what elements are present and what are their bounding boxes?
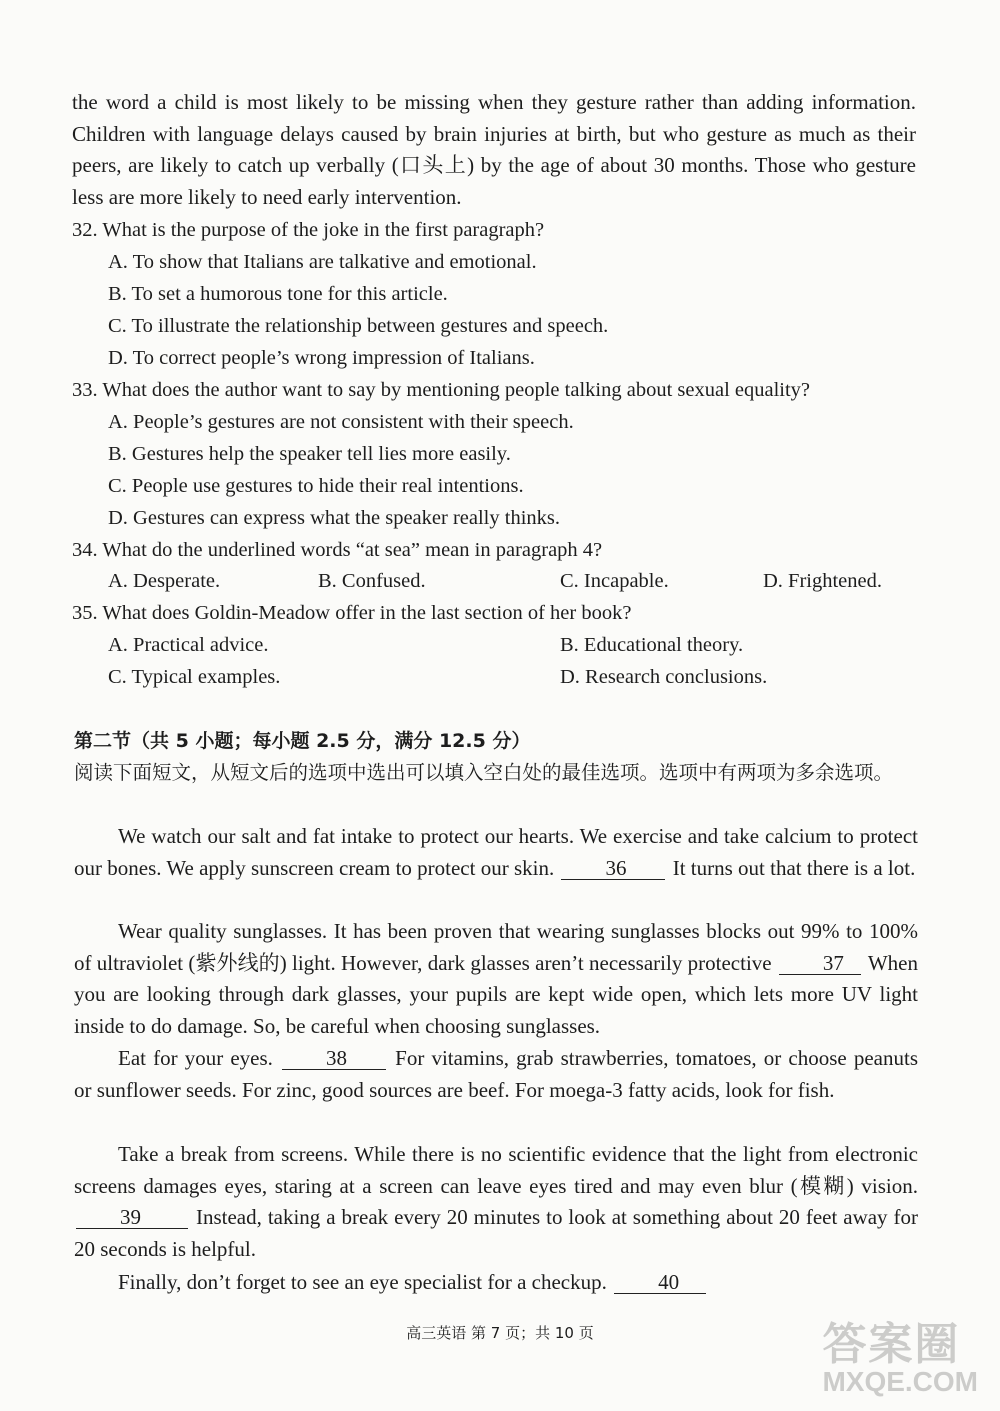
question-34-option-d: D. Frightened. xyxy=(763,570,882,592)
question-34-option-b: B. Confused. xyxy=(318,570,426,592)
passage-ending-paragraph: the word a child is most likely to be missing when they gesture rather than adding information. Children with language delays caused by brain injuries at birth, but who gesture as much as their peers, are likely to catch up verbally (口头上) by the age of about 30 months. Those who gesture less are more likely to need early intervention. xyxy=(72,90,916,209)
cloze-paragraph-2 xyxy=(74,916,918,1042)
page-footer: 高三英语 第 7 页；共 10 页 xyxy=(406,1324,594,1342)
question-32-option-b: B. To set a humorous tone for this article. xyxy=(108,283,448,305)
cloze-p2-text-b: When you are looking through dark glasses, your pupils are kept wide open, which lets more UV light inside to do damage. So, be careful when choosing sunglasses. xyxy=(74,950,919,1038)
blank-36[interactable]: 36 xyxy=(561,857,665,880)
question-35-option-d: D. Research conclusions. xyxy=(560,666,768,688)
question-33-option-a: A. People’s gestures are not consistent with their speech. xyxy=(108,411,574,433)
cloze-paragraph-3 xyxy=(74,1043,918,1106)
blank-39[interactable]: 39 xyxy=(76,1206,188,1229)
cloze-p4-text-b: Instead, taking a break every 20 minutes to look at something about 20 feet away for 20 seconds is helpful. xyxy=(74,1205,919,1261)
question-34-option-a: A. Desperate. xyxy=(108,570,221,592)
question-34-option-c: C. Incapable. xyxy=(560,570,669,592)
cloze-p4-text-a: Take a break from screens. While there is no scientific evidence that the light from electronic screens damages eyes, staring at a screen can leave eyes tired and may even blur (模糊) vision. xyxy=(74,1142,918,1198)
blank-38[interactable]: 38 xyxy=(282,1047,386,1070)
question-33-option-b: B. Gestures help the speaker tell lies more easily. xyxy=(108,443,511,465)
question-33-option-d: D. Gestures can express what the speaker really thinks. xyxy=(108,507,560,529)
cloze-paragraph-4 xyxy=(74,1139,918,1265)
section-2-instructions: 阅读下面短文，从短文后的选项中选出可以填入空白处的最佳选项。选项中有两项为多余选项。 xyxy=(74,761,894,784)
section-2-heading: 第二节（共 5 小题；每小题 2.5 分，满分 12.5 分） xyxy=(74,730,531,752)
question-33-option-c: C. People use gestures to hide their real intentions. xyxy=(108,475,524,497)
cloze-p1-text-a: We watch our salt and fat intake to protect our hearts. We exercise and take calcium to protect our bones. We apply sunscreen cream to protect our skin. xyxy=(74,824,918,880)
question-33-stem: 33. What does the author want to say by mentioning people talking about sexual equality? xyxy=(72,379,811,401)
question-32-option-c: C. To illustrate the relationship between gestures and speech. xyxy=(108,315,609,337)
question-35-option-a: A. Practical advice. xyxy=(108,634,269,656)
question-35-option-b: B. Educational theory. xyxy=(560,634,744,656)
cloze-p2-text-a: Wear quality sunglasses. It has been proven that wearing sunglasses blocks out 99% to 100% of ultraviolet (紫外线的) light. However, dark glasses aren’t necessarily protective xyxy=(74,919,918,975)
cloze-p3-text-a: Eat for your eyes. xyxy=(118,1046,273,1070)
watermark-text-top: 答案圈 xyxy=(822,1319,961,1370)
question-32-option-d: D. To correct people’s wrong impression of Italians. xyxy=(108,347,535,369)
watermark-logo xyxy=(822,1308,978,1398)
blank-37[interactable]: 37 xyxy=(779,952,861,975)
cloze-paragraph-1 xyxy=(74,821,918,884)
cloze-p5-text-a: Finally, don’t forget to see an eye specialist for a checkup. xyxy=(118,1270,607,1294)
question-34-stem: 34. What do the underlined words “at sea” mean in paragraph 4? xyxy=(72,539,603,561)
blank-40[interactable]: 40 xyxy=(614,1271,706,1294)
cloze-p1-text-b: It turns out that there is a lot. xyxy=(672,855,916,880)
question-35-option-c: C. Typical examples. xyxy=(108,666,281,688)
cloze-paragraph-5 xyxy=(74,1267,918,1299)
question-32-option-a: A. To show that Italians are talkative and emotional. xyxy=(108,251,537,273)
question-35-stem: 35. What does Goldin-Meadow offer in the last section of her book? xyxy=(72,602,632,624)
cloze-p3-text-b: For vitamins, grab strawberries, tomatoes, or choose peanuts or sunflower seeds. For zinc, good sources are beef. For moega-3 fatty acids, look for fish. xyxy=(74,1046,918,1102)
question-32-stem: 32. What is the purpose of the joke in the first paragraph? xyxy=(72,219,545,241)
watermark-text-bottom: MXQE.COM xyxy=(822,1366,978,1397)
